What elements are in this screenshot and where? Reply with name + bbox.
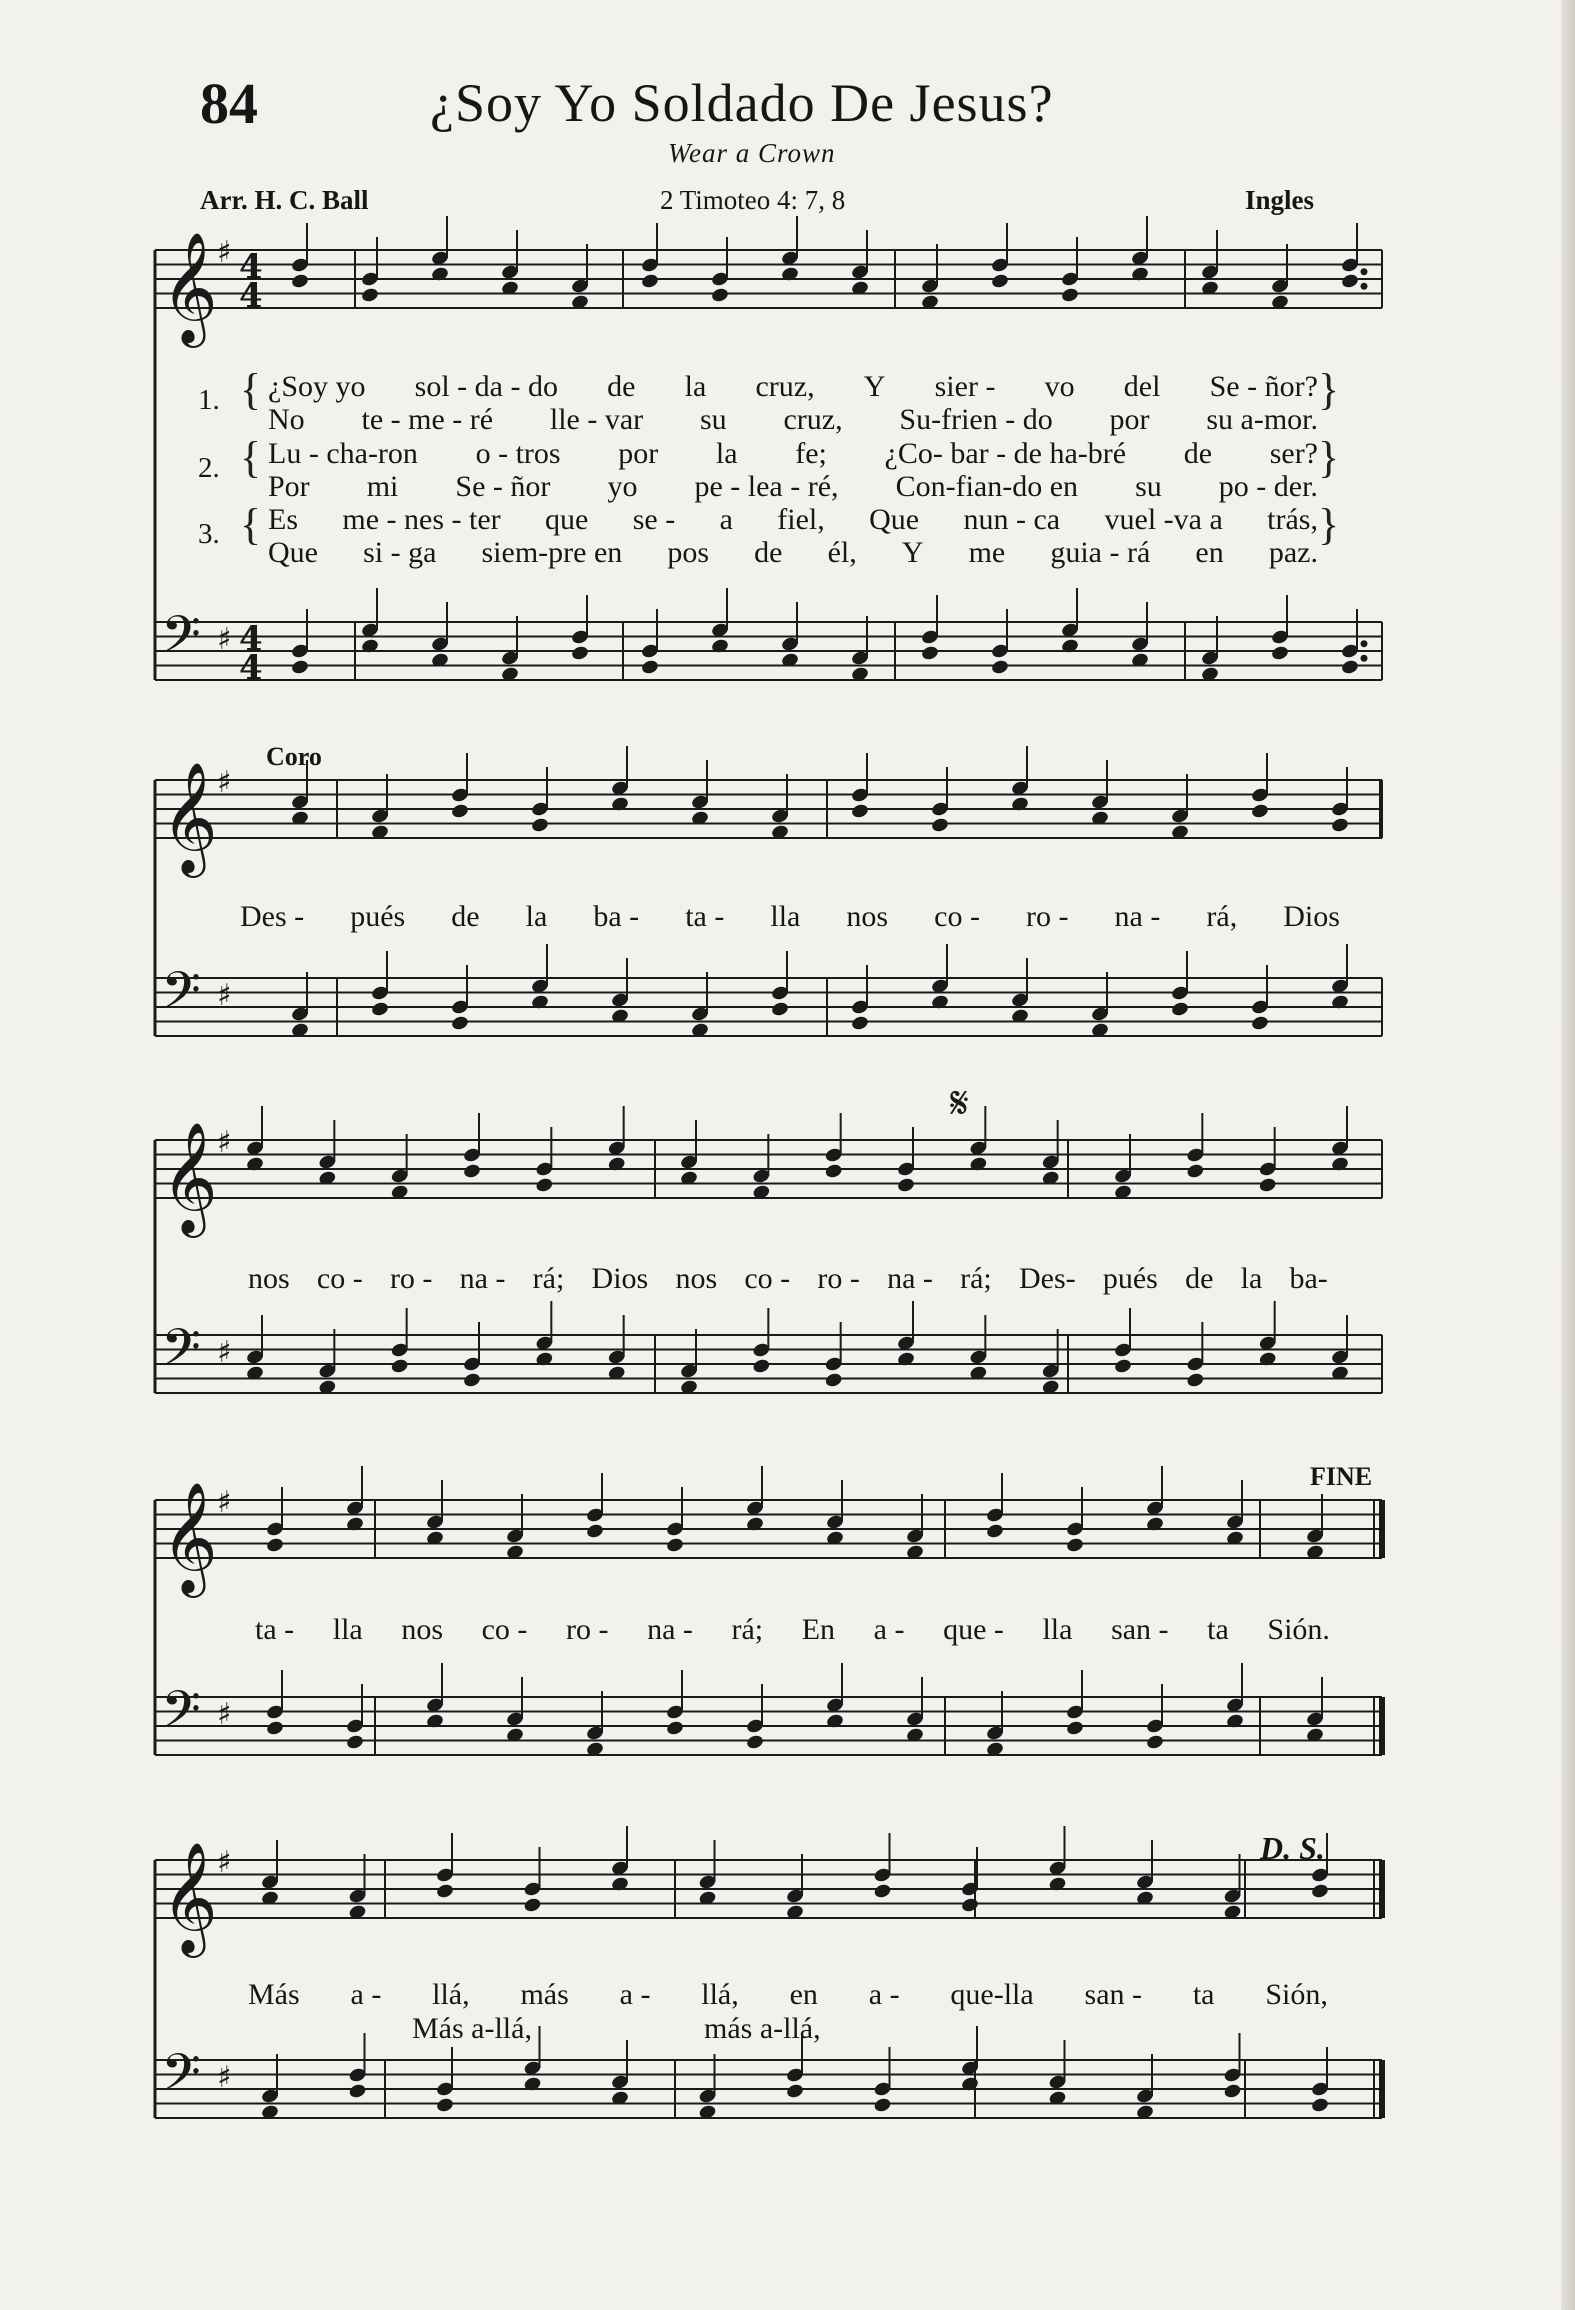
treble-clef-icon: 𝄞 [161, 1481, 218, 1593]
note-head [523, 1897, 542, 1914]
note-head [530, 817, 549, 834]
note-head [1113, 1358, 1132, 1375]
lyric-syllable: Se - ñor? [1209, 370, 1318, 403]
time-signature-bottom: 4 [239, 648, 263, 688]
lyric-syllable: a - [868, 1978, 900, 2011]
lyric-syllable: fiel, [777, 503, 825, 536]
lyric-syllable: mi [366, 470, 399, 503]
lyric-syllable: Por [268, 470, 310, 503]
note-head [535, 1177, 554, 1194]
fine-marker: FINE [1310, 1462, 1373, 1491]
lyric-syllable: vo [1044, 370, 1075, 403]
lyric-syllable: na - [887, 1262, 933, 1295]
lyric-syllable: ta - [255, 1613, 295, 1646]
note-head [265, 1720, 284, 1737]
note-head [585, 1523, 604, 1540]
note-head [570, 645, 589, 662]
note-head [850, 803, 869, 820]
lyric-syllable: ser? [1269, 437, 1318, 470]
lyric-syllable: que-lla [950, 1978, 1034, 2011]
lyric-syllable: me [968, 536, 1006, 569]
lyric-syllable: nos [248, 1262, 290, 1295]
verse-brace-open-1: { [240, 365, 262, 414]
lyric-syllable: fe; [795, 437, 827, 470]
verse-2-line-2 [268, 470, 1318, 504]
verse-brace-open-3: { [240, 500, 262, 549]
sharp-icon: ♯ [217, 622, 232, 657]
verse-brace-close-3: } [1318, 500, 1340, 549]
lyric-syllable: cruz, [783, 403, 843, 436]
lyric-syllable: pe - lea - ré, [694, 470, 839, 503]
lyric-syllable: vuel -va a [1104, 503, 1223, 536]
time-signature-top: 4 [239, 619, 263, 659]
note-head [290, 273, 309, 290]
lyric-syllable: por [1109, 403, 1150, 436]
lyric-syllable: si - ga [363, 536, 437, 569]
note-head [752, 1358, 771, 1375]
lyric-syllable: na - [459, 1262, 506, 1295]
lyric-syllable: ta [1207, 1613, 1229, 1646]
lyric-syllable: ta - [685, 900, 725, 933]
note-head [290, 659, 309, 676]
note-head [896, 1177, 915, 1194]
note-head [1340, 273, 1359, 290]
lyric-syllable: su [1135, 470, 1162, 503]
treble-clef-icon: 𝄞 [161, 1841, 218, 1953]
sharp-icon: ♯ [217, 1697, 232, 1732]
lyric-syllable: yo [607, 470, 638, 503]
lyric-syllable: su [699, 403, 727, 436]
segno-icon: 𝄋 [950, 1078, 969, 1129]
lyric-syllable: nun - ca [963, 503, 1061, 536]
lyric-syllable: ro - [566, 1613, 609, 1646]
note-head [1223, 2083, 1242, 2100]
chorus-alt-lyric-1: Más a-llá, [412, 2012, 532, 2045]
lyric-syllable: Que [869, 503, 920, 536]
note-head [390, 1358, 409, 1375]
lyric-syllable: a [719, 503, 733, 536]
bass-clef-icon: 𝄢 [161, 1679, 201, 1752]
lyric-syllable: po - der. [1218, 470, 1318, 503]
verse-1-line-2 [268, 403, 1318, 437]
lyric-syllable: co - [481, 1613, 528, 1646]
sharp-icon: ♯ [217, 1845, 232, 1880]
lyric-syllable: na - [1114, 900, 1161, 933]
lyric-syllable: paz. [1268, 536, 1318, 569]
chorus-alt-lyric-2: más a-llá, [704, 2012, 821, 2045]
note-head [850, 1015, 869, 1032]
note-head [348, 2083, 367, 2100]
verse-number-1: 1. [198, 384, 220, 416]
lyric-syllable: siem-pre en [481, 536, 623, 569]
lyric-syllable: co - [934, 900, 980, 933]
lyric-syllable: pués [350, 900, 406, 933]
sharp-icon: ♯ [217, 765, 232, 800]
lyric-syllable: ro - [389, 1262, 433, 1295]
sharp-icon: ♯ [217, 1335, 232, 1370]
lyric-syllable: Des - [240, 900, 305, 933]
note-head [1145, 1734, 1164, 1751]
lyric-syllable: rá; [731, 1613, 764, 1646]
chorus-label: Coro [266, 742, 322, 771]
chorus-line-4 [248, 1978, 1328, 2012]
note-head [450, 803, 469, 820]
chorus-line-2 [248, 1262, 1328, 1296]
lyric-syllable: san - [1111, 1613, 1169, 1646]
lyric-syllable: su a-mor. [1206, 403, 1318, 436]
note-head [960, 1897, 979, 1914]
lyric-syllable: cruz, [755, 370, 815, 403]
verse-1-line-1 [268, 370, 1318, 404]
lyric-syllable: ¿Co- bar - de ha-bré [884, 437, 1127, 470]
sharp-icon: ♯ [217, 978, 232, 1013]
lyric-syllable: ta [1192, 1978, 1215, 2011]
lyric-syllable: ro - [1026, 900, 1069, 933]
sharp-icon: ♯ [217, 1125, 232, 1160]
lyric-syllable: rá; [960, 1262, 992, 1295]
lyric-syllable: de [607, 370, 636, 403]
verse-number-2: 2. [198, 452, 220, 484]
note-head [345, 1734, 364, 1751]
note-head [265, 1537, 284, 1554]
lyric-syllable: ba- [1289, 1262, 1328, 1295]
lyric-syllable: Se - ñor [455, 470, 551, 503]
verse-number-3: 3. [198, 518, 220, 550]
note-head [1270, 645, 1289, 662]
note-head [1065, 1720, 1084, 1737]
lyric-syllable: guia - rá [1050, 536, 1151, 569]
lyric-syllable: de [451, 900, 480, 933]
note-head [665, 1720, 684, 1737]
repeat-dot [1361, 268, 1368, 275]
verse-brace-close-2: } [1318, 433, 1340, 482]
lyric-syllable: la [525, 900, 548, 933]
note-head [435, 2097, 454, 2114]
lyric-syllable: que - [943, 1613, 1004, 1646]
time-signature-bottom: 4 [239, 276, 263, 316]
note-head [435, 1883, 454, 1900]
lyric-syllable: se - [632, 503, 676, 536]
lyric-syllable: más [520, 1978, 569, 2011]
lyric-syllable: Y [863, 370, 886, 403]
lyric-syllable: Sión, [1265, 1978, 1328, 2011]
note-head [450, 1015, 469, 1032]
chorus-line-1 [240, 900, 1340, 934]
treble-clef-icon: 𝄞 [161, 1121, 218, 1233]
lyric-syllable: co - [744, 1262, 791, 1295]
note-head [1186, 1163, 1205, 1180]
note-head [920, 645, 939, 662]
lyric-syllable: en [1195, 536, 1224, 569]
lyric-syllable: trás, [1267, 503, 1318, 536]
note-head [873, 1883, 892, 1900]
verse-brace-open-2: { [240, 433, 262, 482]
lyric-syllable: a - [873, 1613, 905, 1646]
lyric-syllable: pos [667, 536, 710, 569]
note-head [640, 659, 659, 676]
lyric-syllable: me - nes - ter [342, 503, 501, 536]
lyric-syllable: lla [332, 1613, 363, 1646]
lyric-syllable: Sión. [1267, 1613, 1330, 1646]
note-head [770, 1001, 789, 1018]
note-head [785, 2083, 804, 2100]
lyric-syllable: de [1183, 437, 1213, 470]
lyric-syllable: Es [268, 503, 298, 536]
note-head [1065, 1537, 1084, 1554]
bass-clef-icon: 𝄢 [161, 960, 201, 1033]
arranger-credit: Arr. H. C. Ball [200, 185, 369, 215]
tune-name: Wear a Crown [668, 138, 836, 168]
note-head [1340, 659, 1359, 676]
lyric-syllable: del [1123, 370, 1161, 403]
lyric-syllable: él, [827, 536, 857, 569]
lyric-syllable: sol - da - do [414, 370, 558, 403]
lyric-syllable: que [545, 503, 589, 536]
time-signature-top: 4 [239, 247, 263, 287]
note-head [462, 1163, 481, 1180]
lyric-syllable: Con-fian-do en [895, 470, 1079, 503]
note-head [1310, 1883, 1329, 1900]
verse-3-line-1 [268, 503, 1318, 537]
note-head [873, 2097, 892, 2114]
ds-marker: D. S. [1260, 1830, 1325, 1866]
hymn-title: ¿Soy Yo Soldado De Jesus? [430, 73, 1054, 133]
lyric-syllable: ro - [817, 1262, 860, 1295]
note-head [1060, 287, 1079, 304]
lyric-syllable: ¿Soy yo [268, 370, 366, 403]
bass-clef-icon: 𝄢 [161, 1317, 201, 1390]
lyric-syllable: pués [1102, 1262, 1158, 1295]
scripture-reference: 2 Timoteo 4: 7, 8 [660, 185, 846, 215]
lyric-syllable: te - me - ré [361, 403, 494, 436]
note-head [665, 1537, 684, 1554]
note-head [462, 1372, 481, 1389]
treble-clef-icon: 𝄞 [161, 231, 218, 343]
note-head [1250, 1015, 1269, 1032]
chorus-line-3 [255, 1613, 1330, 1647]
lyric-syllable: nos [675, 1262, 718, 1295]
lyric-syllable: sier - [934, 370, 996, 403]
note-head [1330, 817, 1349, 834]
lyric-syllable: lla [1042, 1613, 1073, 1646]
lyric-syllable: co - [316, 1262, 363, 1295]
lyric-syllable: la [684, 370, 707, 403]
lyric-syllable: Más [248, 1978, 300, 2011]
lyric-syllable: nos [846, 900, 889, 933]
lyric-syllable: de [1185, 1262, 1214, 1295]
lyric-syllable: En [801, 1613, 836, 1646]
note-head [985, 1523, 1004, 1540]
lyric-syllable: lle - var [549, 403, 644, 436]
note-head [710, 287, 729, 304]
repeat-dot [1361, 283, 1368, 290]
lyric-syllable: a - [619, 1978, 651, 2011]
lyric-syllable: a - [350, 1978, 382, 2011]
lyric-syllable: rá; [532, 1262, 565, 1295]
note-head [990, 273, 1009, 290]
repeat-dot [1361, 640, 1368, 647]
note-head [1170, 1001, 1189, 1018]
lyric-syllable: Lu - cha-ron [268, 437, 418, 470]
lyric-syllable: Y [901, 536, 924, 569]
note-head [745, 1734, 764, 1751]
hymn-number: 84 [200, 71, 258, 136]
note-head [370, 1001, 389, 1018]
sharp-icon: ♯ [217, 1485, 232, 1520]
lyric-syllable: Dios [1283, 900, 1340, 933]
lyric-syllable: la [715, 437, 738, 470]
note-head [1258, 1177, 1277, 1194]
note-head [930, 817, 949, 834]
note-head [1186, 1372, 1205, 1389]
lyric-syllable: ba - [593, 900, 640, 933]
verse-brace-close-1: } [1318, 365, 1340, 414]
bass-clef-icon: 𝄢 [161, 604, 201, 677]
lyric-syllable: llá, [701, 1978, 739, 2011]
repeat-dot [1361, 655, 1368, 662]
treble-clef-icon: 𝄞 [161, 761, 218, 873]
note-head [824, 1163, 843, 1180]
note-head [640, 273, 659, 290]
lyric-syllable: la [1240, 1262, 1263, 1295]
lyric-syllable: na - [647, 1613, 693, 1646]
lyric-syllable: Dios [591, 1262, 649, 1295]
lyric-syllable: nos [401, 1613, 444, 1646]
lyric-syllable: por [618, 437, 659, 470]
lyric-syllable: Su-frien - do [899, 403, 1053, 436]
bass-clef-icon: 𝄢 [161, 2042, 201, 2115]
lyric-syllable: rá, [1206, 900, 1238, 933]
lyric-syllable: lla [770, 900, 801, 933]
sharp-icon: ♯ [217, 2060, 232, 2095]
lyric-syllable: de [754, 536, 783, 569]
lyric-syllable: Que [268, 536, 318, 569]
sharp-icon: ♯ [217, 235, 232, 270]
note-head [1250, 803, 1269, 820]
lyric-syllable: o - tros [475, 437, 561, 470]
note-head [824, 1372, 843, 1389]
lyric-syllable: No [268, 403, 305, 436]
lyric-syllable: en [789, 1978, 818, 2011]
lyric-syllable: san - [1084, 1978, 1142, 2011]
note-head [1310, 2097, 1329, 2114]
verse-2-line-1 [268, 437, 1318, 471]
note-head [990, 659, 1009, 676]
verse-3-line-2 [268, 536, 1318, 570]
tune-origin: Ingles [1245, 185, 1315, 215]
lyric-syllable: llá, [432, 1978, 470, 2011]
note-head [360, 287, 379, 304]
lyric-syllable: Des- [1018, 1262, 1076, 1295]
